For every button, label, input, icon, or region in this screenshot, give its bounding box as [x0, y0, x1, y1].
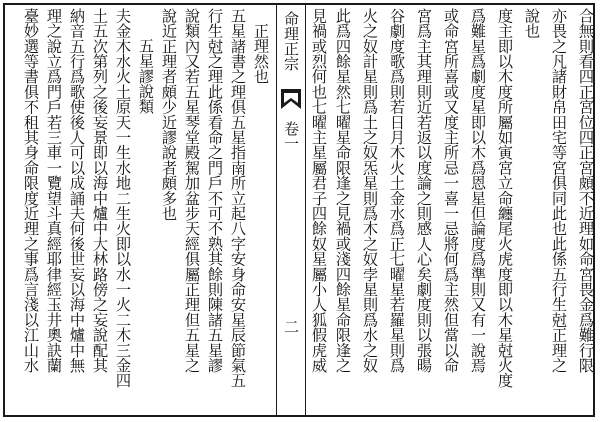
book-title: 命理正宗	[282, 11, 300, 71]
text-column: 納音五行爲歌使後人可以成誦夫何後世妄以海中爐中無	[68, 8, 86, 373]
text-column: 正理然也	[252, 23, 270, 84]
text-column: 宮爲主其理則近若返以度論之則感人心矣劇度則以張暘	[415, 8, 433, 373]
text-column: 度主即以木度所屬如寅宮立命纏尾火虎度即以木星尅火度	[496, 8, 514, 388]
text-column: 行生尅之理此係看命之門戶不可不熟其餘則陳諸五星謬	[206, 8, 224, 373]
text-column: 說也	[523, 8, 541, 39]
text-column: 或命宮所喜或又度主所忌一喜一忌將何爲主然但當以命	[442, 8, 460, 373]
text-column: 說類內又若五星琴堂殿駕加盆步天經俱屬正理但五星之	[183, 8, 201, 373]
text-column: 見禍或烈何也七曜主星屬君子四餘奴星屬小人狐假虎威	[310, 8, 328, 373]
fish-tail-ornament-icon	[279, 87, 303, 117]
text-column: 五星諸書之理俱五星指南所立起八字安身命安星辰節氣五	[229, 8, 247, 388]
text-column: 說近正理者頗少近謬說者頗多也	[160, 8, 178, 221]
text-column: 理之說立爲門戶若三車一覽望斗真經耶律經玉井奧訣蘭	[45, 8, 63, 373]
page-number: 二	[282, 319, 300, 334]
text-column: 亦畏之凡諸財帛田宅等宮俱同此也此係五行生尅正理之	[550, 8, 568, 373]
text-column: 火之奴計星則爲土之奴炁星則爲木之奴孛星則爲水之奴	[361, 8, 379, 373]
text-column: 爲難星爲劇度星即以木爲恩星但論度爲準則又有一說焉	[469, 8, 487, 373]
text-column: 臺妙選等書俱不租其身命限度近理之事爲言淺以江山水	[22, 8, 40, 373]
text-column: 合無則看四正宮位四正宮頗不近理如命宮畏金爲難行限	[577, 8, 595, 373]
text-column: 此爲四餘星然七曜星命限逢之見禍或淺四餘星命限逢之	[334, 8, 352, 373]
text-column: 夫金木水火土原天一生水地二生火即以水一火二木三金四	[114, 8, 132, 388]
section-heading: 五星謬說類	[137, 38, 155, 114]
page-spine	[276, 3, 306, 417]
text-column: 谷劇度歌爲則若日月木火土金水爲正七曜星若羅星則爲	[388, 8, 406, 373]
text-column: 土五次第列之後妄景即以海中爐中大林路傍之妄說配其	[91, 8, 109, 373]
volume-label: 卷一	[282, 121, 300, 151]
